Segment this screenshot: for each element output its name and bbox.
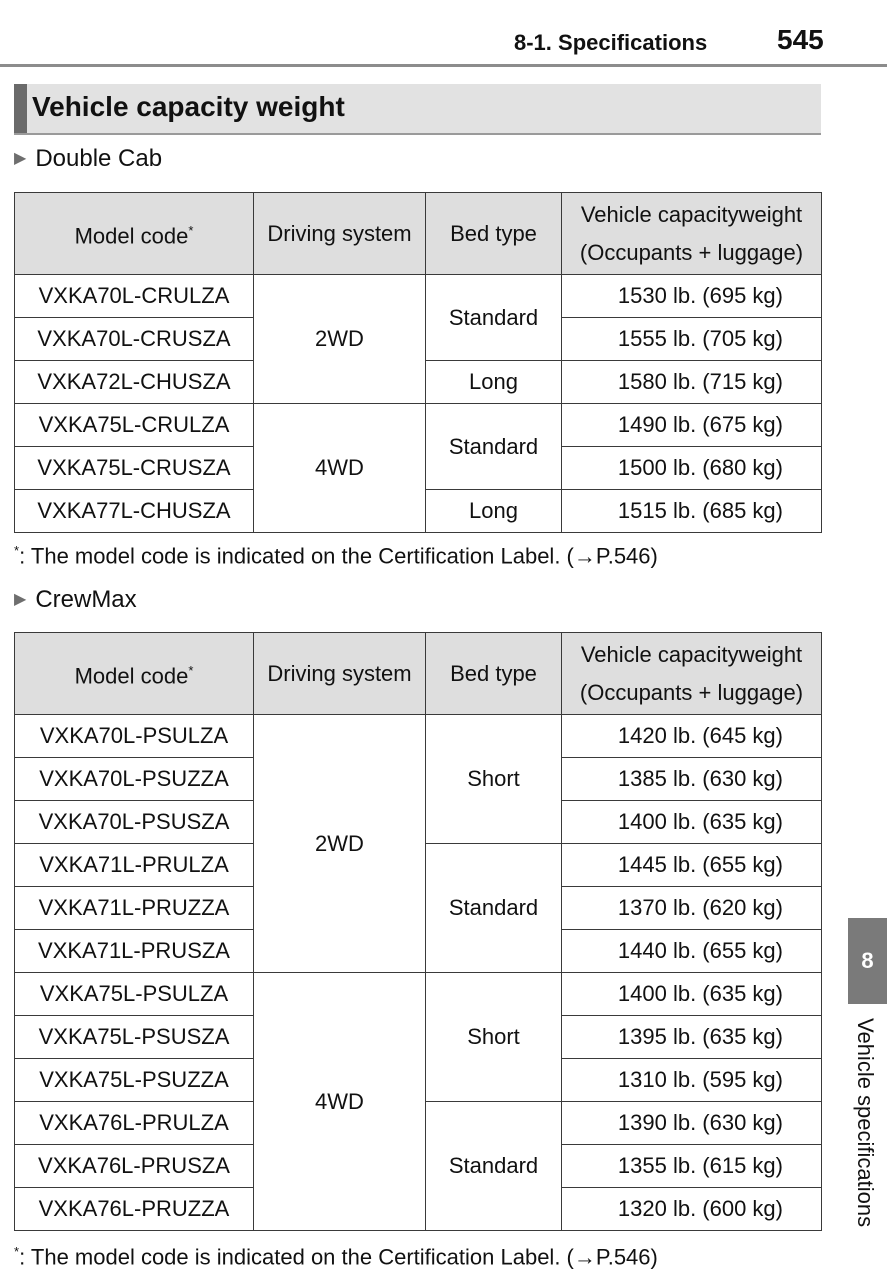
capacity-cell: 1580 lb. (715 kg)	[562, 361, 822, 404]
capacity-cell: 1420 lb. (645 kg)	[562, 715, 822, 758]
model-code-cell: VXKA71L-PRUZZA	[15, 887, 254, 930]
table-row	[15, 275, 822, 318]
capacity-cell: 1445 lb. (655 kg)	[562, 844, 822, 887]
capacity-cell: 1395 lb. (635 kg)	[562, 1016, 822, 1059]
chapter-tab: 8	[848, 918, 887, 1004]
bed-type-cell: Long	[426, 490, 562, 533]
model-code-cell: VXKA70L-PSUZZA	[15, 758, 254, 801]
bed-type-cell: Long	[426, 361, 562, 404]
subsection-label: Double Cab	[35, 145, 163, 172]
model-code-cell: VXKA72L-CHUSZA	[15, 361, 254, 404]
double-cab-table	[14, 192, 822, 533]
bed-type-cell: Short	[426, 715, 562, 844]
bed-type-cell: Short	[426, 973, 562, 1102]
model-code-cell: VXKA77L-CHUSZA	[15, 490, 254, 533]
model-code-cell: VXKA76L-PRULZA	[15, 1102, 254, 1145]
model-code-cell: VXKA75L-CRULZA	[15, 404, 254, 447]
driving-system-cell: 2WD	[254, 275, 426, 404]
capacity-cell: 1490 lb. (675 kg)	[562, 404, 822, 447]
capacity-cell: 1530 lb. (695 kg)	[562, 275, 822, 318]
model-code-cell: VXKA76L-PRUZZA	[15, 1188, 254, 1231]
arrow-right-icon: →	[573, 1244, 596, 1270]
capacity-cell: 1400 lb. (635 kg)	[562, 801, 822, 844]
subsection-double-cab	[14, 145, 162, 173]
bed-type-cell: Standard	[426, 275, 562, 361]
model-code-cell: VXKA71L-PRULZA	[15, 844, 254, 887]
triangle-bullet-icon: ▶	[14, 149, 27, 167]
driving-system-cell: 2WD	[254, 715, 426, 973]
chapter-label: Vehicle specifications	[853, 1018, 878, 1228]
model-code-cell: VXKA75L-CRUSZA	[15, 447, 254, 490]
bed-type-cell: Standard	[426, 404, 562, 490]
capacity-cell: 1400 lb. (635 kg)	[562, 973, 822, 1016]
table-row	[15, 404, 822, 447]
crewmax-table	[14, 632, 822, 1231]
model-code-cell: VXKA70L-CRUSZA	[15, 318, 254, 361]
table-header-row	[15, 633, 822, 715]
subsection-crewmax	[14, 586, 137, 614]
header-capacity: Vehicle capacityweight (Occupants + luggage)	[562, 193, 822, 275]
model-code-cell: VXKA70L-CRULZA	[15, 275, 254, 318]
triangle-bullet-icon: ▶	[14, 590, 27, 608]
model-code-cell: VXKA70L-PSUSZA	[15, 801, 254, 844]
driving-system-cell: 4WD	[254, 973, 426, 1231]
header-model-code: Model code*	[15, 633, 254, 715]
capacity-cell: 1320 lb. (600 kg)	[562, 1188, 822, 1231]
header-driving-system: Driving system	[254, 193, 426, 275]
section-label: 8-1. Specifications	[514, 30, 708, 55]
model-code-cell: VXKA75L-PSUSZA	[15, 1016, 254, 1059]
section-title-bar	[14, 84, 821, 133]
capacity-cell: 1385 lb. (630 kg)	[562, 758, 822, 801]
table-header-row	[15, 193, 822, 275]
page-header	[0, 0, 887, 68]
capacity-cell: 1500 lb. (680 kg)	[562, 447, 822, 490]
subsection-label: CrewMax	[35, 586, 137, 613]
model-code-cell: VXKA70L-PSULZA	[15, 715, 254, 758]
capacity-cell: 1555 lb. (705 kg)	[562, 318, 822, 361]
capacity-cell: 1515 lb. (685 kg)	[562, 490, 822, 533]
model-code-cell: VXKA75L-PSULZA	[15, 973, 254, 1016]
header-bed-type: Bed type	[426, 193, 562, 275]
capacity-cell: 1355 lb. (615 kg)	[562, 1145, 822, 1188]
title-accent-bar	[14, 84, 27, 133]
footnote-crewmax: *: The model code is indicated on the Certification Label. (→P.546)	[14, 1244, 658, 1270]
header-bed-type: Bed type	[426, 633, 562, 715]
title-underline	[14, 133, 821, 135]
bed-type-cell: Standard	[426, 844, 562, 973]
table-row	[15, 715, 822, 758]
header-capacity: Vehicle capacityweight (Occupants + luggage)	[562, 633, 822, 715]
section-title: Vehicle capacity weight	[32, 91, 345, 122]
bed-type-cell: Standard	[426, 1102, 562, 1231]
header-model-code: Model code*	[15, 193, 254, 275]
header-driving-system: Driving system	[254, 633, 426, 715]
model-code-cell: VXKA75L-PSUZZA	[15, 1059, 254, 1102]
table-row	[15, 973, 822, 1016]
capacity-cell: 1310 lb. (595 kg)	[562, 1059, 822, 1102]
arrow-right-icon: →	[573, 543, 596, 569]
capacity-cell: 1440 lb. (655 kg)	[562, 930, 822, 973]
page-number: 545	[777, 24, 824, 55]
footnote-double-cab: *: The model code is indicated on the Certification Label. (→P.546)	[14, 543, 658, 569]
model-code-cell: VXKA76L-PRUSZA	[15, 1145, 254, 1188]
model-code-cell: VXKA71L-PRUSZA	[15, 930, 254, 973]
capacity-cell: 1390 lb. (630 kg)	[562, 1102, 822, 1145]
driving-system-cell: 4WD	[254, 404, 426, 533]
header-divider	[0, 64, 887, 67]
capacity-cell: 1370 lb. (620 kg)	[562, 887, 822, 930]
